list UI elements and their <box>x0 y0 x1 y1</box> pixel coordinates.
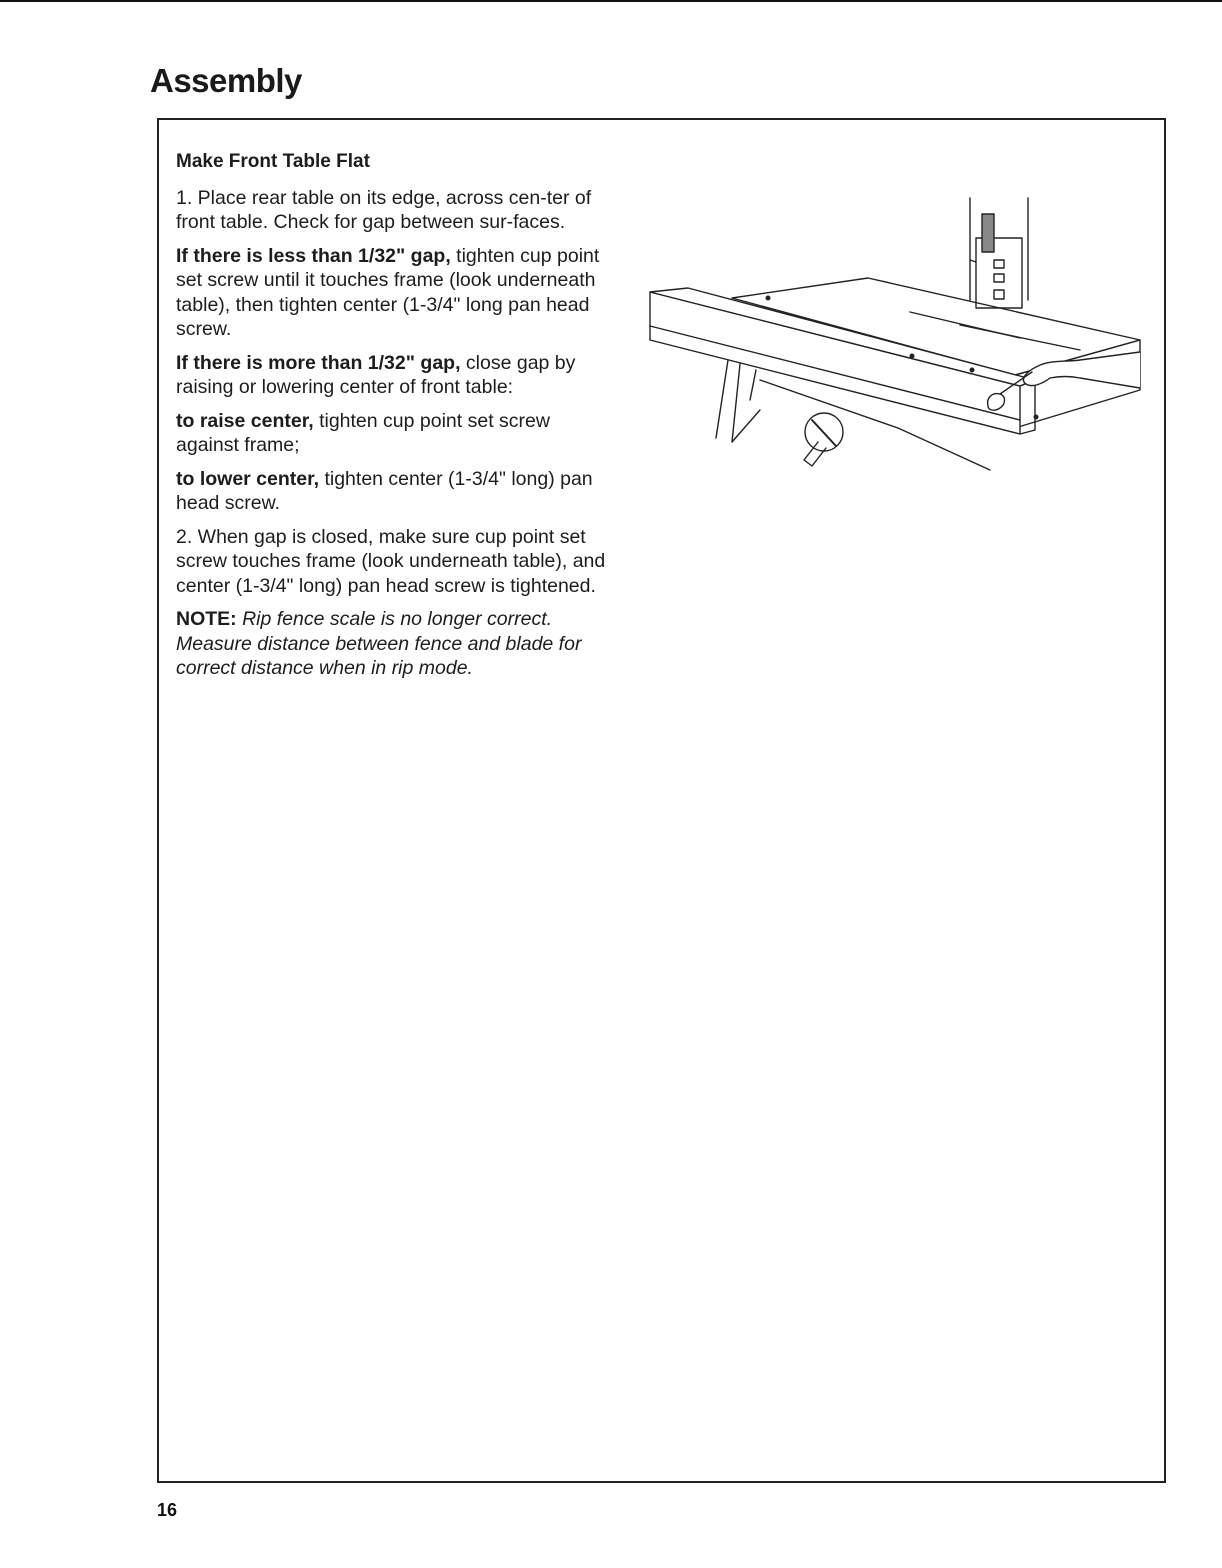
instructions-column <box>176 150 616 690</box>
screw-hole-4 <box>1034 415 1038 419</box>
note-lead: NOTE: <box>176 608 237 630</box>
less-gap-paragraph <box>176 244 616 342</box>
frame-leg-3 <box>750 370 756 400</box>
height-scale <box>982 214 994 252</box>
section-heading: Make Front Table Flat <box>176 151 370 172</box>
raise-center-paragraph <box>176 409 616 458</box>
note-text: Rip fence scale is no longer correct. Measure distance between fence and blade for correct distance when in rip mode. <box>176 608 582 679</box>
frame-lower-rail <box>898 428 990 470</box>
lower-center-paragraph <box>176 467 616 516</box>
carriage-knob-1 <box>994 260 1004 268</box>
step-2: 2. When gap is closed, make sure cup point set screw touches frame (look underneath table), and center (1-3/4" long) pan head screw is tightened. <box>176 525 606 597</box>
carriage-knob-3 <box>994 290 1004 299</box>
page-number: 16 <box>157 1500 178 1520</box>
step-1: 1. Place rear table on its edge, across cen-ter of front table. Check for gap between sur-faces. <box>176 186 592 233</box>
carriage-knob-2 <box>994 274 1004 282</box>
table-saw-illustration <box>640 180 1150 490</box>
note-paragraph <box>176 607 616 681</box>
more-gap-lead: If there is more than 1/32" gap, <box>176 351 461 374</box>
screw-hole-1 <box>766 296 770 300</box>
less-gap-lead: If there is less than 1/32" gap, <box>176 244 451 267</box>
less-gap-text: tighten cup point set screw until it touches frame (look underneath table), then tighten center (1-3/4" long pan head screw. <box>176 244 600 340</box>
raise-lead: to raise center, <box>176 409 314 432</box>
table-slot <box>960 325 1080 350</box>
hand-icon <box>1023 352 1140 388</box>
page-title: Assembly <box>150 62 302 99</box>
raise-text: tighten cup point set screw against frame; <box>176 409 550 456</box>
screw-hole-3 <box>970 368 974 372</box>
lower-lead: to lower center, <box>176 467 320 490</box>
rear-table-bottom-corner <box>1020 430 1035 434</box>
carriage-detail <box>970 260 976 262</box>
lower-text: tighten center (1-3/4" long) pan head screw. <box>176 467 593 514</box>
frame-leg-1 <box>716 360 728 438</box>
crank-handle <box>804 442 826 466</box>
screw-hole-2 <box>910 354 914 358</box>
more-gap-text: close gap by raising or lowering center of front table: <box>176 351 576 398</box>
crank-arm <box>812 420 836 446</box>
frame-brace <box>732 410 760 442</box>
top-rule <box>0 0 1222 2</box>
more-gap-paragraph <box>176 351 616 400</box>
frame-leg-2 <box>732 364 740 442</box>
